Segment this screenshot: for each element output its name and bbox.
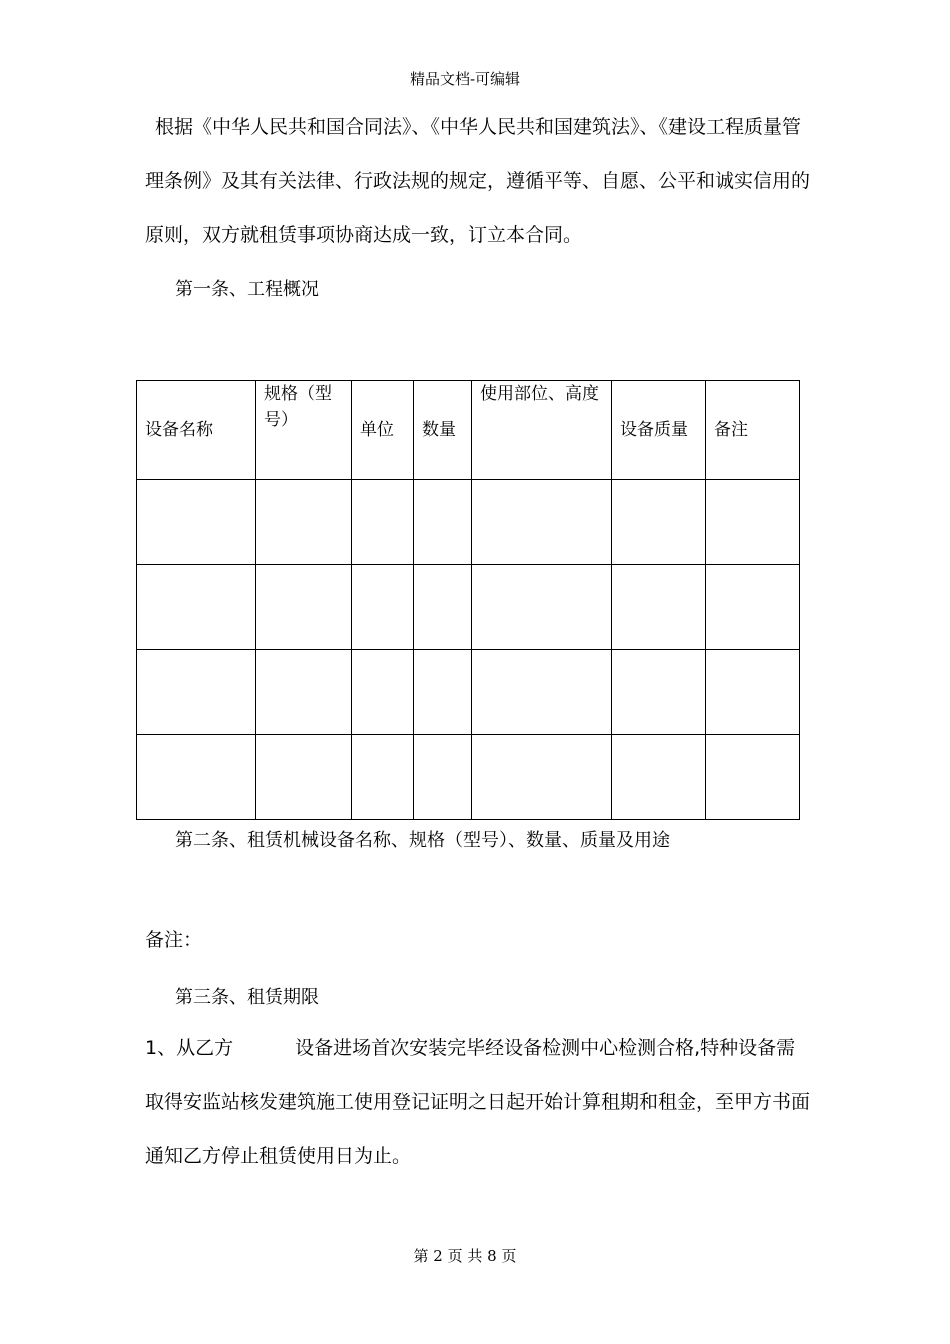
table-cell[interactable] [414,650,472,735]
header-cell: 设备名称 [137,381,256,480]
table-cell[interactable] [414,480,472,565]
table-cell[interactable] [472,735,612,820]
article-1-heading: 第一条、工程概况 [175,279,319,300]
table-cell[interactable] [352,480,414,565]
table-cell[interactable] [612,735,706,820]
table-cell[interactable] [137,565,256,650]
table-cell[interactable] [256,650,352,735]
table-cell[interactable] [137,735,256,820]
table-cell[interactable] [612,480,706,565]
table-cell[interactable] [352,565,414,650]
table-header-row [137,381,800,480]
table-row [137,480,800,565]
table-row [137,735,800,820]
table-cell[interactable] [706,650,800,735]
table-cell[interactable] [706,480,800,565]
clause-1-text: 设备进场首次安装完毕经设备检测中心检测合格,特种设备需取得安监站核发建筑施工使用登记证明之日起开始计算租期和租金，至甲方书面通知乙方停止租赁使用日为止。 [145,1037,811,1167]
table-cell[interactable] [612,650,706,735]
table-cell[interactable] [256,565,352,650]
table-cell[interactable] [414,565,472,650]
table-cell[interactable] [256,735,352,820]
table-cell[interactable] [414,735,472,820]
table-cell[interactable] [352,650,414,735]
remark-label: 备注： [145,929,203,951]
article-3-heading: 第三条、租赁期限 [175,987,319,1008]
table-row [137,565,800,650]
header-cell: 备注 [706,381,800,480]
table-cell[interactable] [612,565,706,650]
table-cell[interactable] [706,565,800,650]
header-cell: 单位 [352,381,414,480]
table-cell[interactable] [352,735,414,820]
page-footer: 第 2 页 共 8 页 [413,1247,517,1265]
table-cell[interactable] [137,480,256,565]
article-2-heading: 第二条、租赁机械设备名称、规格（型号）、数量、质量及用途 [175,830,670,851]
table-cell[interactable] [472,650,612,735]
table-cell[interactable] [256,480,352,565]
header-cell: 设备质量 [612,381,706,480]
table-row [137,650,800,735]
clause-1-paragraph [145,1021,810,1183]
header-cell: 数量 [414,381,472,480]
header-cell: 使用部位、高度 [472,381,612,480]
table-cell[interactable] [706,735,800,820]
table-cell[interactable] [472,480,612,565]
equipment-table [136,380,800,820]
intro-paragraph: 根据《中华人民共和国合同法》、《中华人民共和国建筑法》、《建设工程质量管理条例》及其有关法律、行政法规的规定，遵循平等、自愿、公平和诚实信用的原则，双方就租赁事项协商达成一致，订立本合同。 [145,116,811,246]
header-cell: 规格（型号） [256,381,352,480]
table-cell[interactable] [137,650,256,735]
clause-1-prefix: 1、从乙方 [145,1037,234,1059]
page-header: 精品文档-可编辑 [409,70,521,88]
table-cell[interactable] [472,565,612,650]
